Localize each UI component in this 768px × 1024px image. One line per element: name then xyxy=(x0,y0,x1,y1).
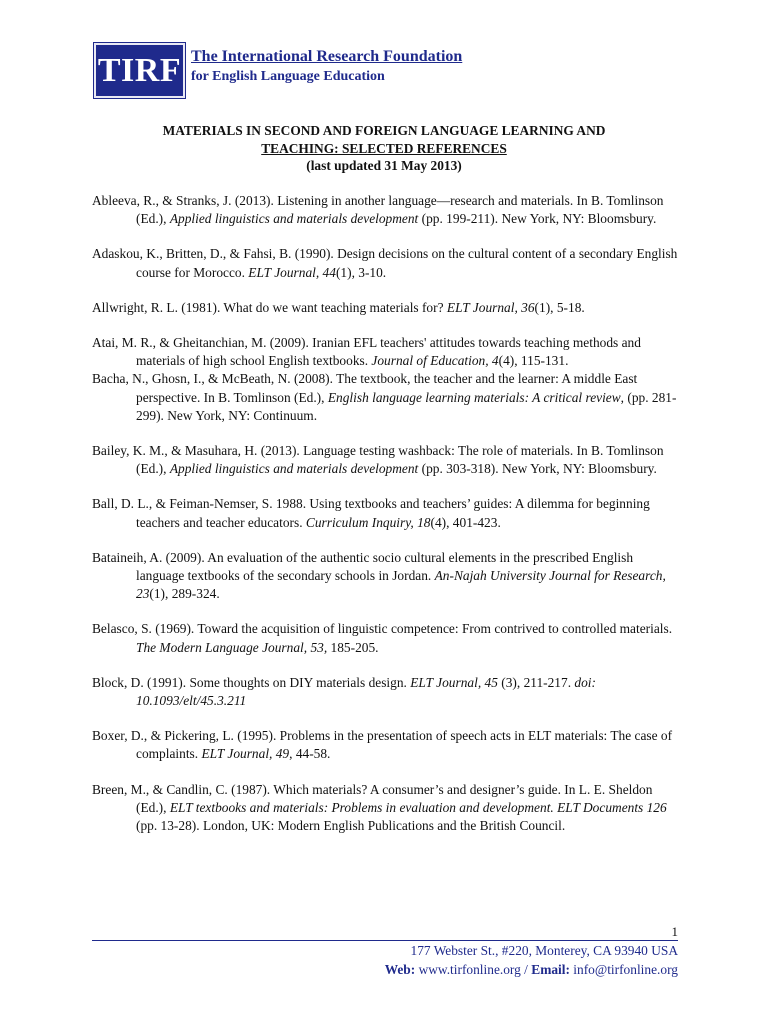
reference-text: (pp. 199-211). New York, NY: Bloomsbury. xyxy=(418,211,657,227)
reference-text: (1), 5-18. xyxy=(534,299,585,315)
org-subtitle: for English Language Education xyxy=(191,69,385,84)
reference-source: ELT Journal, 44 xyxy=(248,264,336,280)
reference-text: (3), 211-217. xyxy=(497,674,575,690)
reference-source: The Modern Language Journal, 53, xyxy=(136,639,328,655)
reference-source: ELT Journal, 45 xyxy=(410,674,498,690)
reference-entry xyxy=(92,299,678,317)
reference-text: Belasco, S. (1969). Toward the acquisition of linguistic competence: From contrived to controlled materials. xyxy=(92,621,673,637)
page-number: 1 xyxy=(671,924,678,939)
reference-source: Curriculum Inquiry, 18 xyxy=(305,514,431,530)
reference-text: Ball, D. L., & Feiman-Nemser, S. 1988. Using textbooks and teachers’ guides: A dilemma for beginning teachers and teacher educators. xyxy=(92,496,650,530)
title-line-2: TEACHING: SELECTED REFERENCES xyxy=(261,140,507,156)
reference-source: ELT Journal, 36 xyxy=(446,299,535,315)
reference-text: (4), 115-131. xyxy=(498,353,569,369)
org-block xyxy=(191,43,462,86)
reference-source: An-Najah University Journal for Research, 23 xyxy=(136,568,666,602)
title-line-3: (last updated 31 May 2013) xyxy=(306,158,462,173)
reference-entry xyxy=(92,495,678,531)
reference-text: , 44-58. xyxy=(289,746,331,762)
reference-entry xyxy=(92,245,678,281)
reference-source: English language learning materials: A critical review xyxy=(327,389,621,405)
footer-divider xyxy=(92,940,678,941)
web-link[interactable]: www.tirfonline.org / xyxy=(415,962,532,977)
email-label: Email: xyxy=(531,962,570,977)
reference-source: Applied linguistics and materials development xyxy=(169,211,419,227)
reference-text: Bailey, K. M., & Masuhara, H. (2013). Language testing washback: The role of materials. In B. Tomlinson (Ed.), xyxy=(92,443,664,477)
reference-text: Ableeva, R., & Stranks, J. (2013). Listening in another language—research and materials. In B. Tomlinson (Ed.), xyxy=(92,193,664,227)
tirf-logo: TIRF xyxy=(94,43,185,98)
reference-text: Adaskou, K., Britten, D., & Fahsi, B. (1990). Design decisions on the cultural content of a secondary English course for Morocco. xyxy=(92,246,678,280)
reference-list xyxy=(92,192,678,835)
reference-text: Allwright, R. L. (1981). What do we want teaching materials for? xyxy=(92,299,447,315)
reference-text: (4), 401-423. xyxy=(430,514,501,530)
reference-text: Atai, M. R., & Gheitanchian, M. (2009). Iranian EFL teachers' attitudes towards teaching methods and materials of high school English textbooks. xyxy=(92,335,641,369)
reference-entry xyxy=(92,727,678,763)
reference-text: Bacha, N., Ghosn, I., & McBeath, N. (2008). The textbook, the teacher and the learner: A middle East perspective. In B. Tomlinson (Ed.), xyxy=(92,371,638,405)
footer-address: 177 Webster St., #220, Monterey, CA 93940 USA xyxy=(410,943,678,958)
footer-contact xyxy=(92,961,678,979)
reference-entry xyxy=(92,781,678,836)
reference-entry xyxy=(92,620,678,656)
reference-doi: doi: 10.1093/elt/45.3.211 xyxy=(136,674,596,709)
email-link[interactable]: info@tirfonline.org xyxy=(569,962,678,977)
reference-text: , (pp. 281-299). New York, NY: Continuum. xyxy=(136,389,677,423)
reference-text: (pp. 303-318). New York, NY: Bloomsbury. xyxy=(418,461,657,477)
org-name[interactable]: The International Research Foundation xyxy=(191,48,463,65)
reference-source: Journal of Education, 4 xyxy=(371,353,499,369)
reference-text: Bataineih, A. (2009). An evaluation of the authentic socio cultural elements in the prescribed English language textbooks of the secondary schools in Jordan. xyxy=(92,549,634,584)
reference-text: Boxer, D., & Pickering, L. (1995). Problems in the presentation of speech acts in ELT materials: The case of complaints. xyxy=(92,728,673,762)
reference-entry xyxy=(92,549,678,604)
reference-text: (1), 3-10. xyxy=(335,264,387,280)
reference-text: (1), 289-324. xyxy=(149,586,220,602)
reference-text: 185-205. xyxy=(327,639,379,655)
reference-text: (pp. 13-28). London, UK: Modern English Publications and the British Council. xyxy=(136,818,566,834)
reference-source: ELT textbooks and materials: Problems in evaluation and development. ELT Documents 126 xyxy=(169,799,667,815)
document-title xyxy=(92,122,676,175)
reference-text: Block, D. (1991). Some thoughts on DIY materials design. xyxy=(92,674,411,690)
web-label: Web: xyxy=(384,962,416,977)
reference-source: ELT Journal, 49 xyxy=(201,746,290,762)
reference-entry xyxy=(92,442,678,478)
page-footer xyxy=(92,925,678,979)
reference-entry xyxy=(92,370,678,425)
reference-entry xyxy=(92,192,678,228)
page-header xyxy=(94,43,462,99)
reference-text: Breen, M., & Candlin, C. (1987). Which materials? A consumer’s and designer’s guide. In L. E. Sheldon (Ed.), xyxy=(92,781,653,815)
reference-entry xyxy=(92,334,678,370)
reference-entry xyxy=(92,674,678,710)
title-line-1: MATERIALS IN SECOND AND FOREIGN LANGUAGE LEARNING AND xyxy=(162,123,606,138)
reference-source: Applied linguistics and materials development xyxy=(169,461,419,477)
